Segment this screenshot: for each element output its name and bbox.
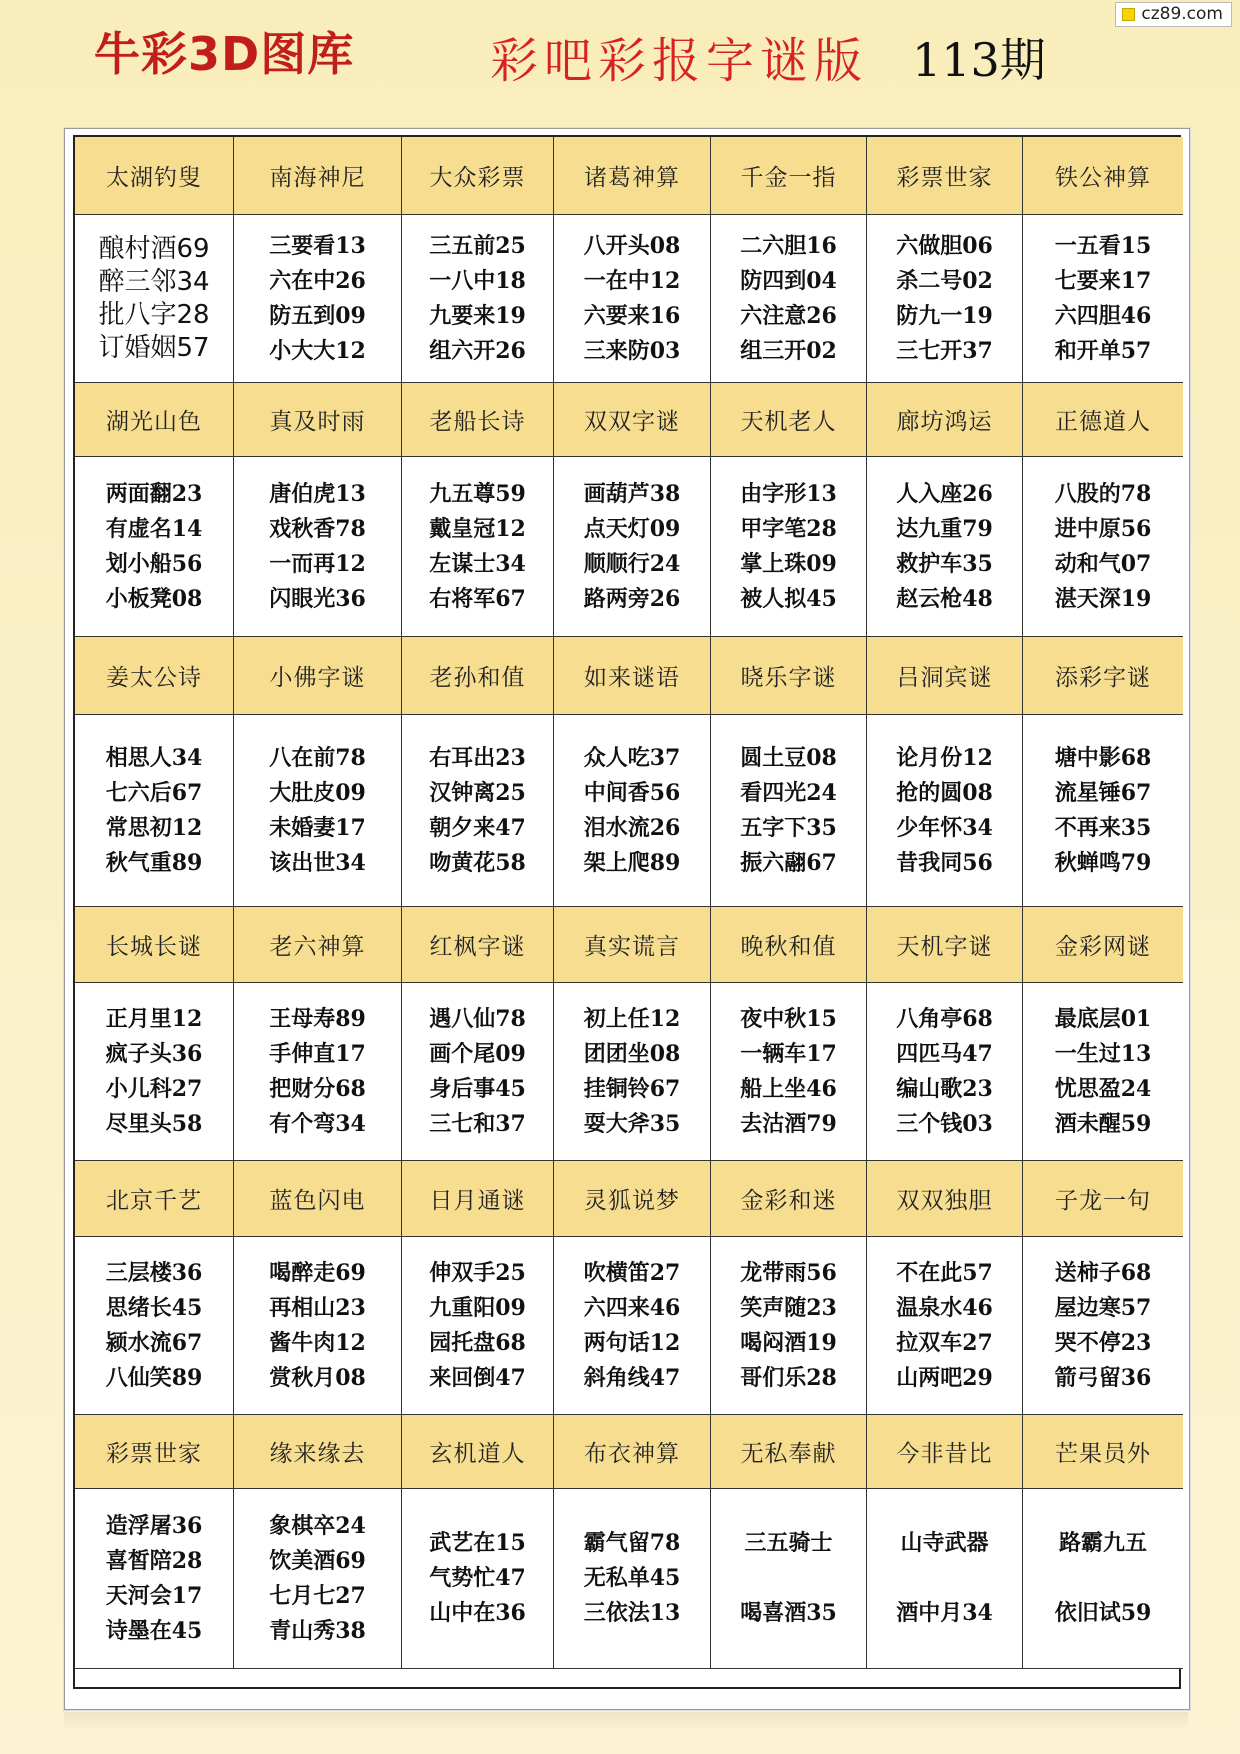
riddle-line: 画个尾09	[429, 1040, 526, 1067]
riddle-line: 九要来19	[429, 302, 526, 329]
riddle-line: 八仙笑89	[105, 1364, 203, 1391]
riddle-line: 龙带雨56	[740, 1259, 837, 1286]
column-header: 小佛字谜	[234, 637, 402, 715]
riddle-line: 六四来46	[583, 1294, 681, 1321]
riddle-line: 气势忙47	[429, 1565, 526, 1591]
column-header: 廊坊鸿运	[867, 383, 1023, 457]
riddle-cell	[867, 1489, 1023, 1669]
riddle-line: 赵云枪48	[896, 585, 993, 612]
riddle-line: 笑声随23	[740, 1294, 837, 1321]
riddle-line: 中间香56	[583, 779, 681, 806]
riddle-cell	[402, 715, 554, 907]
column-header: 天机字谜	[867, 907, 1023, 983]
riddle-line: 酒中月34	[896, 1600, 993, 1626]
riddle-line: 依旧试59	[1054, 1600, 1152, 1626]
riddle-line: 大肚皮09	[269, 779, 366, 806]
riddle-line: 二六胆16	[740, 232, 837, 259]
riddle-line: 吻黄花58	[429, 849, 526, 876]
site-logo: 牛彩3D图库	[94, 27, 355, 81]
riddle-cell	[711, 215, 867, 383]
column-header: 如来谜语	[554, 637, 711, 715]
column-header: 老孙和值	[402, 637, 554, 715]
column-header: 千金一指	[711, 137, 867, 215]
riddle-line: 三个钱03	[896, 1110, 993, 1137]
riddle-line: 诗墨在45	[105, 1617, 203, 1644]
riddle-line: 六做胆06	[896, 232, 993, 259]
riddle-line: 六要来16	[583, 302, 681, 329]
riddle-line: 一八中18	[429, 267, 526, 294]
riddle-line: 八股的78	[1054, 480, 1152, 507]
riddle-line: 饮美酒69	[269, 1547, 366, 1574]
riddle-line: 秋蝉鸣79	[1054, 849, 1152, 876]
riddle-cell	[75, 457, 234, 637]
riddle-line: 杀二号02	[896, 267, 993, 294]
riddle-line: 温泉水46	[896, 1294, 993, 1321]
column-header: 大众彩票	[402, 137, 554, 215]
riddle-line: 划小船56	[105, 550, 203, 577]
riddle-line: 众人吃37	[583, 744, 681, 771]
watermark-square-icon	[1122, 8, 1135, 21]
column-header: 晚秋和值	[711, 907, 867, 983]
riddle-line: 王母寿89	[269, 1005, 366, 1032]
riddle-line: 山中在36	[429, 1600, 526, 1626]
riddle-line: 团团坐08	[583, 1040, 681, 1067]
riddle-line: 左谋士34	[429, 550, 526, 577]
riddle-line: 喜皙陪28	[105, 1547, 203, 1574]
riddle-cell	[75, 983, 234, 1161]
riddle-line: 尽里头58	[105, 1110, 203, 1137]
riddle-line: 达九重79	[896, 515, 993, 542]
riddle-line: 被人拟45	[740, 585, 837, 612]
riddle-line: 一生过13	[1054, 1040, 1152, 1067]
riddle-line: 批八字28	[98, 299, 210, 330]
riddle-sheet	[64, 128, 1190, 1710]
riddle-line: 八在前78	[269, 744, 366, 771]
riddle-cell	[1023, 1489, 1183, 1669]
riddle-line: 闪眼光36	[269, 585, 366, 612]
riddle-line: 七六后67	[105, 779, 203, 806]
column-header: 金彩和迷	[711, 1161, 867, 1237]
riddle-line: 酱牛肉12	[269, 1329, 366, 1356]
riddle-line: 圆土豆08	[740, 744, 837, 771]
riddle-line: 一在中12	[583, 267, 681, 294]
riddle-line: 五字下35	[740, 814, 837, 841]
riddle-cell	[867, 715, 1023, 907]
riddle-cell	[711, 983, 867, 1161]
riddle-line: 三要看13	[269, 232, 366, 259]
riddle-line: 点天灯09	[583, 515, 681, 542]
riddle-line: 八角亭68	[896, 1005, 993, 1032]
riddle-cell	[234, 1237, 402, 1415]
riddle-line: 人入座26	[896, 480, 993, 507]
riddle-line: 论月份12	[896, 744, 993, 771]
column-header: 吕洞宾谜	[867, 637, 1023, 715]
riddle-line: 组三开02	[740, 337, 837, 364]
riddle-line: 汉钟离25	[429, 779, 526, 806]
column-header: 太湖钓叟	[75, 137, 234, 215]
riddle-line: 身后事45	[429, 1075, 526, 1102]
riddle-line: 该出世34	[269, 849, 366, 876]
riddle-line: 戏秋香78	[269, 515, 366, 542]
riddle-line: 小板凳08	[105, 585, 203, 612]
riddle-line: 防九一19	[896, 302, 993, 329]
riddle-cell	[711, 1237, 867, 1415]
riddle-line: 三来防03	[583, 337, 681, 364]
riddle-line: 拉双车27	[896, 1329, 993, 1356]
column-header: 金彩网谜	[1023, 907, 1183, 983]
riddle-line: 三五前25	[429, 232, 526, 259]
column-header: 铁公神算	[1023, 137, 1183, 215]
riddle-cell	[1023, 715, 1183, 907]
riddle-line: 防四到04	[740, 267, 837, 294]
riddle-line: 天河会17	[105, 1582, 203, 1609]
riddle-cell	[234, 1489, 402, 1669]
riddle-line: 订婚姻57	[98, 332, 210, 363]
riddle-cell	[234, 215, 402, 383]
riddle-line: 遇八仙78	[429, 1005, 526, 1032]
riddle-line: 组六开26	[429, 337, 526, 364]
riddle-line: 三依法13	[583, 1600, 681, 1626]
riddle-line: 路霸九五	[1058, 1530, 1147, 1556]
column-header: 正德道人	[1023, 383, 1183, 457]
riddle-line: 七要来17	[1054, 267, 1152, 294]
riddle-cell	[554, 215, 711, 383]
riddle-line: 顺顺行24	[583, 550, 681, 577]
riddle-line: 唐伯虎13	[269, 480, 366, 507]
column-header: 日月通谜	[402, 1161, 554, 1237]
column-header: 湖光山色	[75, 383, 234, 457]
riddle-line: 六注意26	[740, 302, 837, 329]
riddle-line: 一而再12	[269, 550, 366, 577]
riddle-line: 喝醉走69	[269, 1259, 366, 1286]
riddle-line: 颍水流67	[105, 1329, 203, 1356]
riddle-line: 山两吧29	[896, 1364, 993, 1391]
riddle-line: 来回倒47	[429, 1364, 526, 1391]
riddle-cell	[1023, 457, 1183, 637]
issue-number: 113期	[912, 33, 1046, 87]
riddle-line: 架上爬89	[583, 849, 681, 876]
riddle-line: 路两旁26	[583, 585, 681, 612]
riddle-line: 秋气重89	[105, 849, 203, 876]
riddle-cell	[867, 983, 1023, 1161]
riddle-line: 醉三邻34	[98, 266, 210, 297]
riddle-cell	[711, 1489, 867, 1669]
column-header: 红枫字谜	[402, 907, 554, 983]
riddle-line: 相思人34	[105, 744, 203, 771]
riddle-line: 有虚名14	[105, 515, 203, 542]
riddle-line: 有个弯34	[269, 1110, 366, 1137]
riddle-line: 再相山23	[269, 1294, 366, 1321]
column-header: 长城长谜	[75, 907, 234, 983]
column-header: 添彩字谜	[1023, 637, 1183, 715]
riddle-line: 看四光24	[740, 779, 837, 806]
riddle-line: 象棋卒24	[269, 1512, 366, 1539]
riddle-line: 六在中26	[269, 267, 366, 294]
riddle-line: 小儿科27	[105, 1075, 203, 1102]
riddle-line: 手伸直17	[269, 1040, 366, 1067]
riddle-line: 去沽酒79	[740, 1110, 837, 1137]
riddle-line: 塘中影68	[1054, 744, 1152, 771]
riddle-line: 未婚妻17	[269, 814, 366, 841]
riddle-line: 三五骑士	[744, 1530, 833, 1556]
riddle-line: 三层楼36	[105, 1259, 203, 1286]
riddle-line: 箭弓留36	[1054, 1364, 1152, 1391]
column-header: 玄机道人	[402, 1415, 554, 1489]
riddle-line: 夜中秋15	[740, 1005, 837, 1032]
column-header: 今非昔比	[867, 1415, 1023, 1489]
riddle-cell	[554, 983, 711, 1161]
riddle-cell	[711, 457, 867, 637]
riddle-line: 最底层01	[1054, 1005, 1152, 1032]
riddle-line: 思绪长45	[105, 1294, 203, 1321]
riddle-line: 造浮屠36	[105, 1512, 203, 1539]
riddle-cell	[402, 215, 554, 383]
column-header: 布衣神算	[554, 1415, 711, 1489]
page-title: 彩吧彩报字谜版	[490, 33, 869, 89]
riddle-line: 青山秀38	[269, 1617, 366, 1644]
riddle-line: 疯子头36	[105, 1040, 203, 1067]
column-header: 真及时雨	[234, 383, 402, 457]
riddle-line: 哥们乐28	[740, 1364, 837, 1391]
riddle-line: 抢的圆08	[896, 779, 993, 806]
riddle-line: 一五看15	[1054, 232, 1152, 259]
riddle-line: 初上任12	[583, 1005, 681, 1032]
riddle-cell	[234, 983, 402, 1161]
column-header: 彩票世家	[75, 1415, 234, 1489]
riddle-cell	[711, 715, 867, 907]
riddle-line: 右将军67	[429, 585, 526, 612]
page-header	[0, 0, 1240, 110]
column-header: 老六神算	[234, 907, 402, 983]
column-header: 诸葛神算	[554, 137, 711, 215]
column-header: 双双独胆	[867, 1161, 1023, 1237]
riddle-line: 振六翮67	[740, 849, 837, 876]
watermark-text: cz89.com	[1141, 4, 1223, 24]
riddle-line: 酒未醒59	[1054, 1110, 1152, 1137]
riddle-cell	[1023, 1237, 1183, 1415]
riddle-cell	[402, 1489, 554, 1669]
column-header: 晓乐字谜	[711, 637, 867, 715]
column-header: 缘来缘去	[234, 1415, 402, 1489]
riddle-line: 忧思盈24	[1054, 1075, 1152, 1102]
column-header: 灵狐说梦	[554, 1161, 711, 1237]
riddle-cell	[867, 457, 1023, 637]
riddle-table	[73, 135, 1181, 1689]
riddle-cell	[554, 457, 711, 637]
riddle-line: 常思初12	[105, 814, 203, 841]
riddle-cell	[402, 1237, 554, 1415]
riddle-line: 六四胆46	[1054, 302, 1152, 329]
riddle-line: 和开单57	[1054, 337, 1152, 364]
riddle-line: 少年怀34	[896, 814, 993, 841]
riddle-line: 挂铜铃67	[583, 1075, 681, 1102]
riddle-line: 赏秋月08	[269, 1364, 366, 1391]
riddle-line: 正月里12	[105, 1005, 203, 1032]
riddle-line: 七月七27	[269, 1582, 366, 1609]
column-header: 北京千艺	[75, 1161, 234, 1237]
riddle-cell	[75, 715, 234, 907]
riddle-line: 两面翻23	[105, 480, 203, 507]
riddle-line: 朝夕来47	[429, 814, 526, 841]
riddle-line: 不在此57	[896, 1259, 993, 1286]
riddle-cell	[554, 1489, 711, 1669]
riddle-line: 一辆车17	[740, 1040, 837, 1067]
riddle-cell	[554, 1237, 711, 1415]
riddle-line: 三七和37	[429, 1110, 526, 1137]
column-header: 芒果员外	[1023, 1415, 1183, 1489]
riddle-line: 三七开37	[896, 337, 993, 364]
riddle-line: 酿村酒69	[98, 233, 210, 264]
riddle-line: 画葫芦38	[583, 480, 681, 507]
riddle-cell	[402, 457, 554, 637]
column-header: 蓝色闪电	[234, 1161, 402, 1237]
riddle-line: 掌上珠09	[740, 550, 837, 577]
riddle-line: 耍大斧35	[583, 1110, 681, 1137]
riddle-line: 伸双手25	[429, 1259, 526, 1286]
riddle-line: 九五尊59	[429, 480, 526, 507]
riddle-line: 屋边寒57	[1054, 1294, 1152, 1321]
riddle-line: 不再来35	[1054, 814, 1152, 841]
riddle-line: 喝闷酒19	[740, 1329, 837, 1356]
riddle-cell	[554, 715, 711, 907]
column-header: 子龙一句	[1023, 1161, 1183, 1237]
column-header: 姜太公诗	[75, 637, 234, 715]
watermark	[1115, 2, 1232, 27]
riddle-line: 吹横笛27	[583, 1259, 681, 1286]
column-header: 南海神尼	[234, 137, 402, 215]
column-header: 双双字谜	[554, 383, 711, 457]
riddle-line: 戴皇冠12	[429, 515, 526, 542]
riddle-line: 八开头08	[583, 232, 681, 259]
riddle-line: 编山歌23	[896, 1075, 993, 1102]
riddle-cell	[867, 215, 1023, 383]
riddle-cell	[234, 715, 402, 907]
riddle-line: 救护车35	[896, 550, 993, 577]
riddle-line: 泪水流26	[583, 814, 681, 841]
column-header: 无私奉献	[711, 1415, 867, 1489]
column-header: 老船长诗	[402, 383, 554, 457]
riddle-line: 四匹马47	[896, 1040, 993, 1067]
riddle-line: 山寺武器	[900, 1530, 989, 1556]
riddle-line: 武艺在15	[429, 1530, 526, 1556]
riddle-cell	[867, 1237, 1023, 1415]
riddle-line: 无私单45	[583, 1565, 681, 1591]
riddle-cell	[402, 983, 554, 1161]
riddle-line: 喝喜酒35	[740, 1600, 837, 1626]
riddle-line: 两句话12	[583, 1329, 681, 1356]
riddle-line: 甲字笔28	[740, 515, 837, 542]
riddle-line: 送柿子68	[1054, 1259, 1152, 1286]
riddle-line: 流星锤67	[1054, 779, 1152, 806]
riddle-cell	[234, 457, 402, 637]
riddle-line: 霸气留78	[583, 1530, 681, 1556]
riddle-line: 湛天深19	[1054, 585, 1152, 612]
column-header: 天机老人	[711, 383, 867, 457]
riddle-line: 小大大12	[269, 337, 366, 364]
sheet-shadow	[64, 1712, 1188, 1730]
riddle-line: 哭不停23	[1054, 1329, 1152, 1356]
riddle-line: 防五到09	[269, 302, 366, 329]
column-header: 真实谎言	[554, 907, 711, 983]
riddle-line: 进中原56	[1054, 515, 1152, 542]
riddle-cell	[75, 215, 234, 383]
column-header: 彩票世家	[867, 137, 1023, 215]
riddle-line: 昔我同56	[896, 849, 993, 876]
riddle-line: 园托盘68	[429, 1329, 526, 1356]
riddle-line: 动和气07	[1054, 550, 1152, 577]
riddle-line: 船上坐46	[740, 1075, 837, 1102]
riddle-cell	[1023, 983, 1183, 1161]
riddle-line: 把财分68	[269, 1075, 366, 1102]
riddle-cell	[75, 1237, 234, 1415]
riddle-cell	[1023, 215, 1183, 383]
riddle-line: 由字形13	[740, 480, 837, 507]
riddle-line: 斜角线47	[583, 1364, 681, 1391]
riddle-line: 九重阳09	[429, 1294, 526, 1321]
riddle-line: 右耳出23	[429, 744, 526, 771]
riddle-cell	[75, 1489, 234, 1669]
